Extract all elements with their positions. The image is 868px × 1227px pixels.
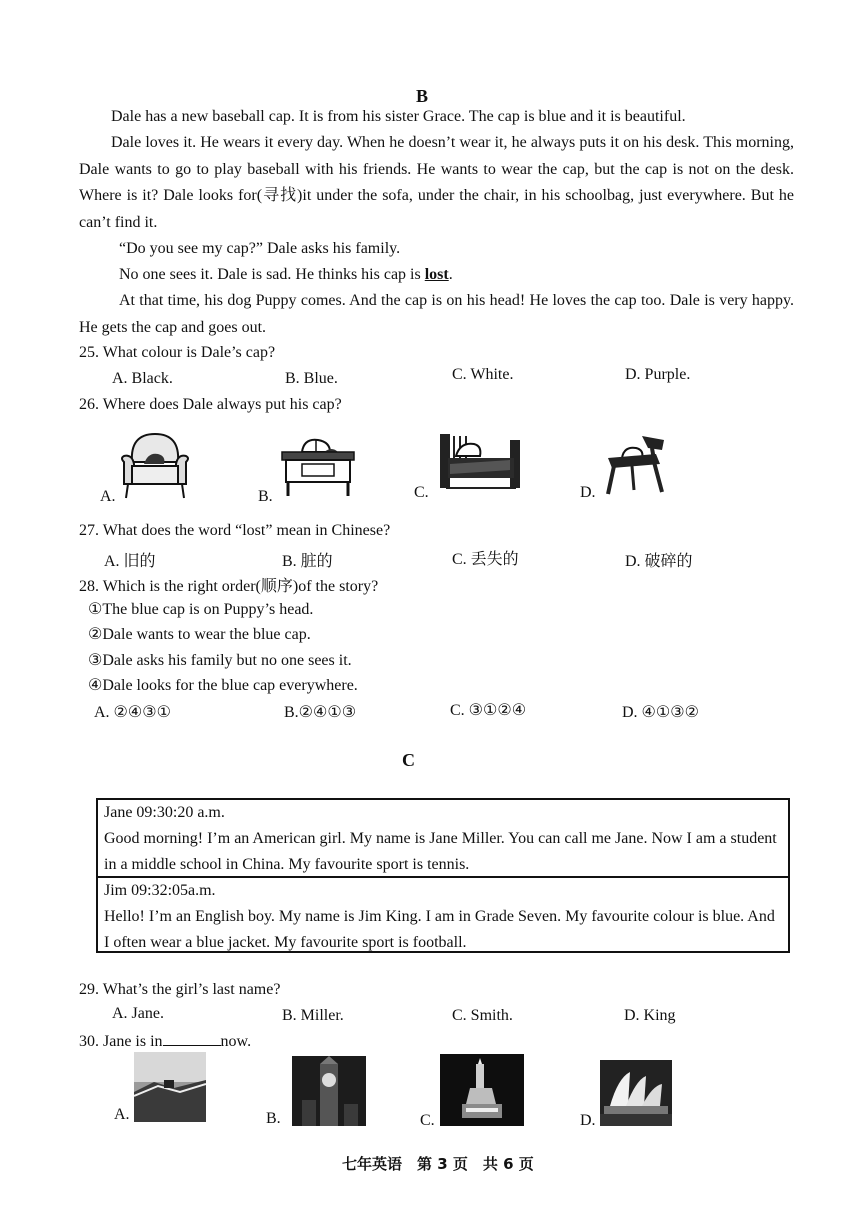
armchair-image — [118, 428, 192, 500]
q25-option-d[interactable]: D. Purple. — [625, 366, 691, 383]
q26-option-d[interactable]: D. — [580, 484, 596, 501]
q28-option-b[interactable]: B.②④①③ — [284, 704, 357, 721]
chair-image — [602, 432, 670, 498]
q25-option-c[interactable]: C. White. — [452, 366, 514, 383]
q27-stem: 27. What does the word “lost” mean in Chinese? — [79, 522, 391, 539]
q28-stem: 28. Which is the right order(顺序)of the story? — [79, 578, 379, 595]
passage-b-p2: Dale loves it. He wears it every day. When he doesn’t wear it, he always puts it on his desk. This morning, Dale wants to go to play baseball with his friends. He wants to wear the cap, but the cap is not on the desk. Where is it? Dale looks for(寻找)it under the sofa, under the chair, in his schoolbag, just everywhere. But he can’t find it. — [79, 134, 794, 231]
bed-image — [436, 430, 524, 492]
chat-message-jane — [98, 800, 788, 878]
q26-option-c[interactable]: C. — [414, 484, 429, 501]
statue-of-liberty-photo — [440, 1054, 524, 1126]
q28-sentence-2: ②Dale wants to wear the blue cap. — [88, 626, 311, 643]
chat-box — [96, 798, 790, 953]
q26-stem: 26. Where does Dale always put his cap? — [79, 396, 342, 413]
section-c-heading: C — [402, 750, 415, 770]
q29-option-c[interactable]: C. Smith. — [452, 1007, 513, 1024]
q25-option-b[interactable]: B. Blue. — [285, 370, 338, 387]
q30-option-b[interactable]: B. — [266, 1110, 281, 1127]
section-b-heading: B — [416, 86, 429, 106]
page-footer: 七年英语 第 3 页 共 6 页 — [342, 1155, 534, 1173]
q29-option-a[interactable]: A. Jane. — [112, 1005, 164, 1022]
answer-blank[interactable] — [163, 1031, 221, 1046]
chat-text-jane: Good morning! I’m an American girl. My name is Jane Miller. You can call me Jane. Now I am a student in a middle school in China. My favourite sport is tennis. — [104, 830, 777, 873]
q29-option-b[interactable]: B. Miller. — [282, 1007, 344, 1024]
q28-sentence-4: ④Dale looks for the blue cap everywhere. — [88, 677, 358, 694]
passage-b-p4-text: No one sees it. Dale is sad. He thinks his cap is — [119, 266, 425, 283]
q28-option-a[interactable]: A. ②④③① — [94, 704, 171, 721]
q30-stem-text: 30. Jane is in — [79, 1033, 163, 1050]
q29-stem: 29. What’s the girl’s last name? — [79, 981, 281, 998]
q30-option-a[interactable]: A. — [114, 1106, 130, 1123]
q27-option-c[interactable]: C. 丢失的 — [452, 551, 519, 568]
q27-option-d[interactable]: D. 破碎的 — [625, 553, 693, 570]
sydney-opera-house-photo — [600, 1060, 672, 1126]
q30-stem — [79, 1031, 251, 1051]
q26-option-a[interactable]: A. — [100, 488, 116, 505]
q25-stem: 25. What colour is Dale’s cap? — [79, 344, 276, 361]
q28-option-c[interactable]: C. ③①②④ — [450, 702, 527, 719]
q30-stem-end: now. — [220, 1033, 252, 1050]
passage-b-p3: “Do you see my cap?” Dale asks his family. — [119, 240, 401, 257]
q30-option-d[interactable]: D. — [580, 1112, 596, 1129]
chat-text-jim: Hello! I’m an English boy. My name is Jim King. I am in Grade Seven. My favourite colour is blue. And I often wear a blue jacket. My favourite sport is football. — [104, 908, 775, 951]
great-wall-photo — [134, 1052, 206, 1122]
q28-sentence-1: ①The blue cap is on Puppy’s head. — [88, 601, 314, 618]
desk-image — [280, 436, 356, 498]
q25-option-a[interactable]: A. Black. — [112, 370, 173, 387]
passage-b-p4-end: . — [448, 266, 453, 283]
chat-header-jane: Jane 09:30:20 a.m. — [104, 804, 225, 821]
q28-option-d[interactable]: D. ④①③② — [622, 704, 699, 721]
q28-sentence-3: ③Dale asks his family but no one sees it. — [88, 652, 352, 669]
q26-option-b[interactable]: B. — [258, 488, 273, 505]
chat-header-jim: Jim 09:32:05a.m. — [104, 882, 216, 899]
q27-option-b[interactable]: B. 脏的 — [282, 553, 333, 570]
q27-option-a[interactable]: A. 旧的 — [104, 553, 156, 570]
q29-option-d[interactable]: D. King — [624, 1007, 676, 1024]
chat-message-jim — [98, 878, 788, 951]
passage-b-p1: Dale has a new baseball cap. It is from his sister Grace. The cap is blue and it is beautiful. — [111, 108, 686, 125]
q30-option-c[interactable]: C. — [420, 1112, 435, 1129]
passage-b-p5: At that time, his dog Puppy comes. And the cap is on his head! He loves the cap too. Dale is very happy. He gets the cap and goes out. — [79, 292, 794, 336]
passage-b-p4 — [79, 262, 794, 289]
big-ben-photo — [292, 1056, 366, 1126]
word-lost: lost — [424, 266, 449, 283]
